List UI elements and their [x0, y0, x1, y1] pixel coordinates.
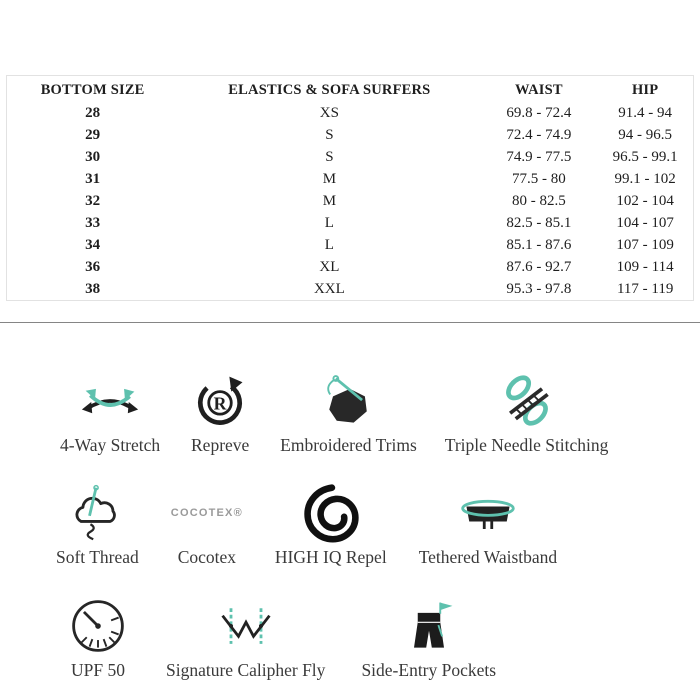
section-divider: [0, 322, 700, 323]
size-chart-header-row: [7, 76, 694, 103]
feature-label: Embroidered Trims: [280, 435, 417, 455]
feature-label: Soft Thread: [56, 547, 139, 568]
feature-item: [445, 369, 609, 455]
feature-label: Side-Entry Pockets: [361, 659, 497, 680]
tethered-waistband-icon: [456, 481, 520, 545]
table-row: [7, 102, 694, 124]
feature-label: Cocotex: [177, 547, 237, 568]
four-way-stretch-icon: [78, 369, 142, 433]
table-cell: 85.1 - 87.6: [506, 236, 572, 253]
table-cell: 77.5 - 80: [512, 170, 566, 187]
feature-item: [166, 594, 325, 680]
size-chart-header-cell: ELASTICS & SOFA SURFERS: [228, 82, 431, 98]
soft-thread-icon: [65, 481, 129, 545]
feature-label: 4-Way Stretch: [60, 435, 161, 455]
table-cell: 117 - 119: [616, 280, 674, 297]
size-chart-section: [0, 0, 700, 301]
feature-item: [66, 594, 130, 680]
feature-item: [275, 481, 387, 567]
feature-row: [0, 594, 700, 680]
table-cell: S: [325, 148, 334, 165]
table-cell: 99.1 - 102: [614, 170, 676, 187]
size-chart-header-cell: HIP: [631, 82, 659, 98]
feature-label: HIGH IQ Repel: [274, 547, 387, 568]
table-row: [7, 278, 694, 301]
size-chart-body: [7, 102, 694, 301]
feature-label: Tethered Waistband: [418, 547, 558, 568]
table-cell: 109 - 114: [616, 258, 674, 275]
size-chart-table: [6, 75, 694, 301]
table-cell: 31: [85, 170, 101, 187]
table-cell: 74.9 - 77.5: [506, 148, 572, 165]
table-cell: L: [324, 236, 334, 253]
table-cell: 80 - 82.5: [512, 192, 566, 209]
table-cell: 96.5 - 99.1: [612, 148, 678, 165]
table-row: [7, 190, 694, 212]
feature-item: [60, 369, 160, 455]
table-cell: L: [324, 214, 334, 231]
table-row: [7, 146, 694, 168]
features-section: [0, 369, 700, 680]
feature-item: [419, 481, 557, 567]
feature-item: [56, 481, 139, 567]
table-cell: 82.5 - 85.1: [506, 214, 572, 231]
high-iq-repel-icon: [299, 481, 363, 545]
table-cell: XL: [319, 258, 340, 275]
table-cell: 30: [85, 148, 101, 165]
feature-label: Repreve: [191, 435, 250, 455]
feature-label: Signature Calipher Fly: [166, 659, 326, 680]
table-cell: 33: [85, 214, 101, 231]
table-cell: M: [322, 170, 337, 187]
cocotex-logo: COCOTEX®: [170, 507, 243, 520]
table-cell: 104 - 107: [616, 214, 674, 231]
signature-calipher-fly-icon: [214, 594, 278, 658]
table-row: [7, 168, 694, 190]
table-cell: 87.6 - 92.7: [506, 258, 572, 275]
repreve-icon: [188, 369, 252, 433]
feature-label: Triple Needle Stitching: [444, 435, 609, 455]
feature-item: [280, 369, 417, 455]
table-cell: 28: [85, 104, 101, 121]
side-entry-pockets-icon: [397, 594, 461, 658]
table-cell: 32: [85, 192, 101, 209]
feature-item: [361, 594, 496, 680]
table-cell: 102 - 104: [616, 192, 674, 209]
table-cell: 107 - 109: [616, 236, 674, 253]
table-cell: S: [325, 126, 334, 143]
table-row: [7, 256, 694, 278]
table-cell: M: [322, 192, 337, 209]
table-cell: 36: [85, 258, 101, 275]
table-row: [7, 124, 694, 146]
table-row: [7, 234, 694, 256]
feature-item: [188, 369, 252, 455]
table-cell: 95.3 - 97.8: [506, 280, 572, 297]
table-cell: 72.4 - 74.9: [506, 126, 572, 143]
feature-row: [0, 481, 700, 567]
table-cell: 69.8 - 72.4: [506, 104, 572, 121]
upf-50-icon: [66, 594, 130, 658]
table-cell: 91.4 - 94: [618, 104, 673, 121]
table-cell: 29: [85, 126, 101, 143]
table-row: [7, 212, 694, 234]
table-cell: 34: [85, 236, 101, 253]
size-chart-header-cell: WAIST: [515, 82, 563, 98]
table-cell: 94 - 96.5: [618, 126, 673, 143]
svg-text:R: R: [213, 393, 227, 414]
embroidered-trims-icon: [316, 369, 380, 433]
feature-label: UPF 50: [71, 659, 125, 680]
size-chart-header-cell: BOTTOM SIZE: [40, 82, 145, 98]
feature-item: [171, 481, 243, 567]
feature-row: [0, 369, 700, 455]
table-cell: 38: [85, 280, 101, 297]
triple-needle-stitching-icon: [495, 369, 559, 433]
table-cell: XS: [319, 104, 339, 121]
table-cell: XXL: [313, 280, 345, 297]
